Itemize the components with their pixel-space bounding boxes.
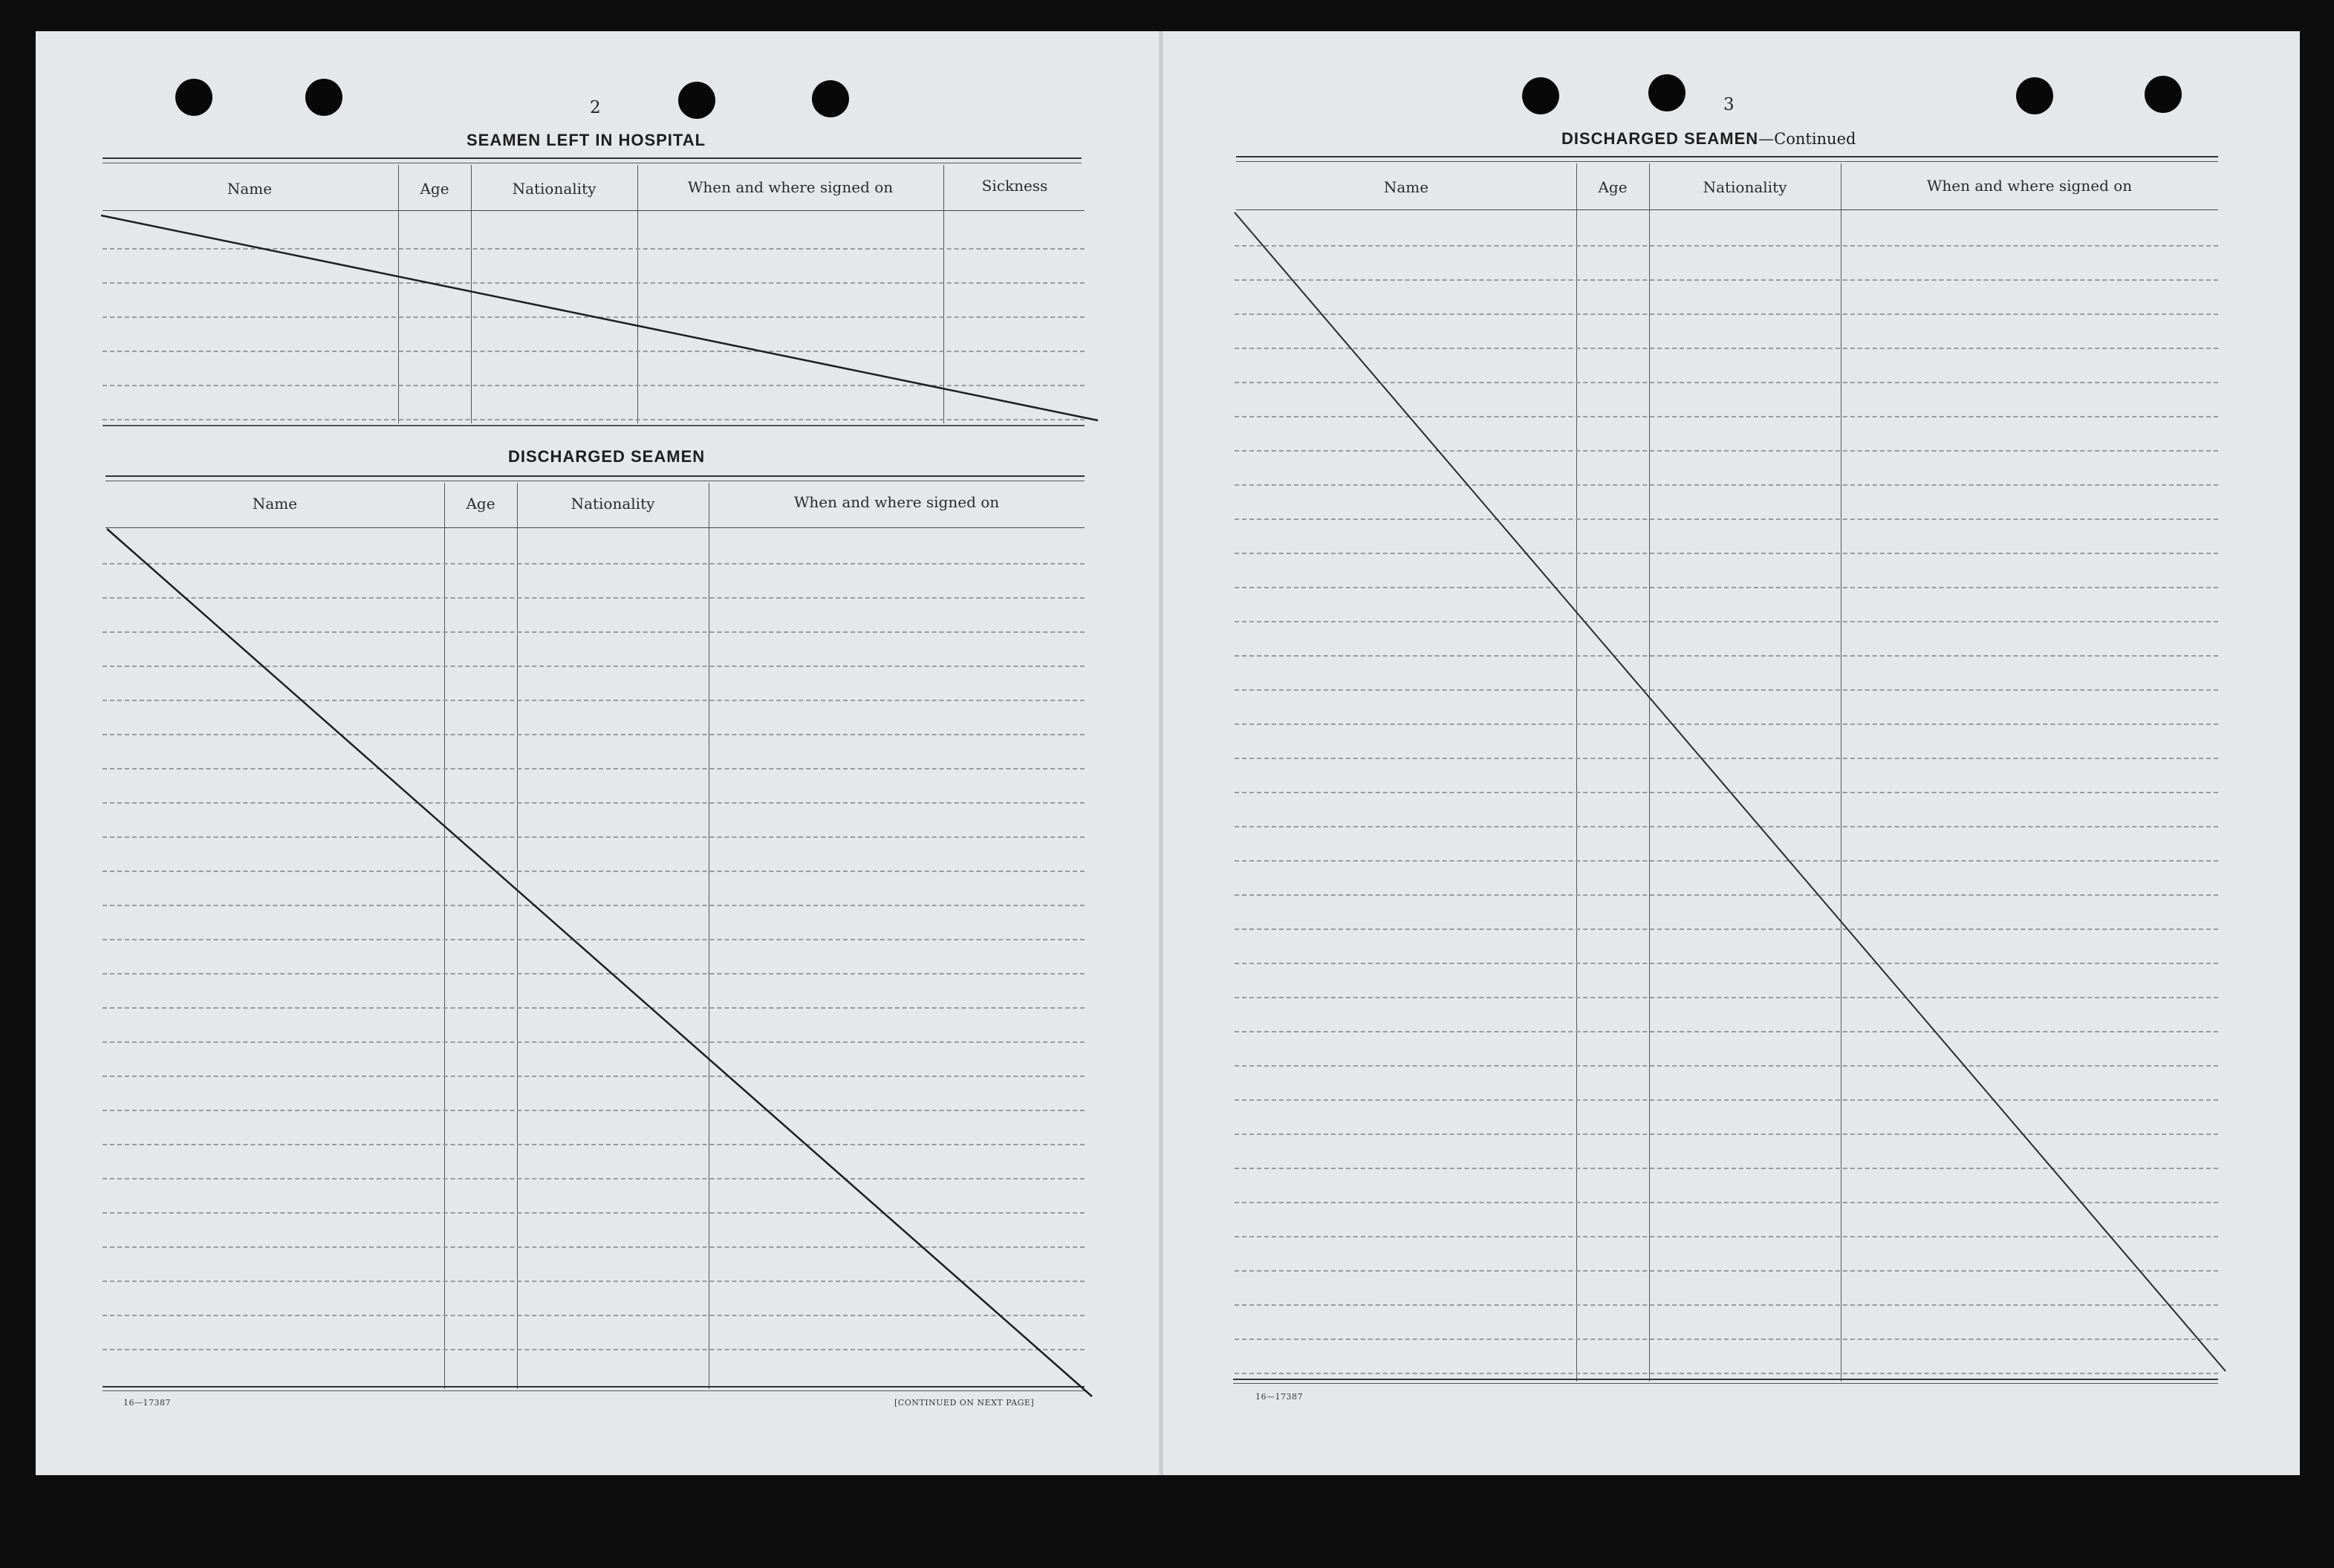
section-title-text: DISCHARGED SEAMEN — [1561, 129, 1759, 148]
column-header: Age — [466, 495, 495, 513]
column-header: Nationality — [512, 180, 596, 198]
column-header: Nationality — [571, 495, 655, 513]
page-number: 2 — [590, 98, 601, 117]
column-header: Age — [1598, 178, 1628, 196]
form-number: 16—17387 — [1255, 1392, 1303, 1402]
cancellation-line — [107, 529, 1092, 1396]
column-header: When and where signed on — [793, 493, 1000, 511]
cancellation-line — [101, 215, 1098, 420]
section-title-discharged: DISCHARGED SEAMEN — [508, 447, 706, 466]
continued-note: [CONTINUED ON NEXT PAGE] — [894, 1398, 1035, 1408]
column-header: Name — [227, 180, 273, 198]
column-header: When and where signed on — [687, 178, 894, 196]
page-number: 3 — [1723, 95, 1735, 114]
column-header: Name — [252, 495, 298, 513]
column-header: Nationality — [1703, 178, 1787, 196]
section-title-hospital: SEAMEN LEFT IN HOSPITAL — [467, 131, 706, 149]
column-header: Name — [1383, 178, 1429, 196]
column-header: When and where signed on — [1926, 177, 2133, 195]
column-header: Age — [420, 180, 449, 198]
column-header: Sickness — [981, 177, 1048, 195]
section-title-suffix: —Continued — [1758, 130, 1856, 148]
cancellation-line — [1235, 212, 2226, 1371]
form-number: 16—17387 — [123, 1398, 171, 1408]
